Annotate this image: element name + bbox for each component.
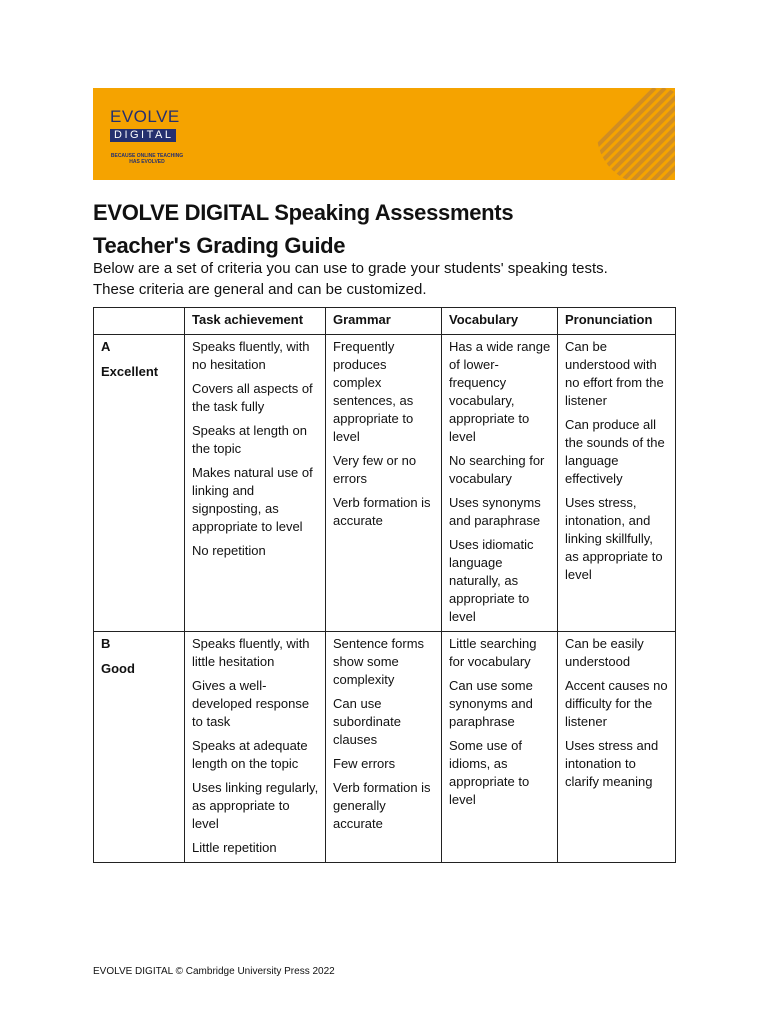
title-line-1: EVOLVE DIGITAL Speaking Assessments (93, 200, 514, 225)
criterion: Makes natural use of linking and signposting, as appropriate to level (192, 465, 313, 534)
criterion: Speaks fluently, with little hesitation (192, 636, 310, 669)
criterion: Some use of idioms, as appropriate to level (449, 738, 530, 807)
criterion: Can be understood with no effort from the listener (565, 339, 664, 408)
level-cell (94, 632, 185, 863)
table-row (94, 335, 676, 632)
criterion: Uses stress, intonation, and linking skillfully, as appropriate to level (565, 495, 663, 582)
pronunciation-cell (558, 632, 676, 863)
criterion: Frequently produces complex sentences, as appropriate to level (333, 339, 414, 444)
header-task-achievement: Task achievement (185, 308, 326, 335)
grammar-cell (326, 335, 442, 632)
footer-copyright: EVOLVE DIGITAL © Cambridge University Press 2022 (93, 966, 335, 977)
criterion: Gives a well-developed response to task (192, 678, 310, 729)
header-level (94, 308, 185, 335)
intro-line-1: Below are a set of criteria you can use to grade your students' speaking tests. (93, 260, 608, 277)
task-achievement-cell (185, 335, 326, 632)
criterion: Covers all aspects of the task fully (192, 381, 313, 414)
criterion: Verb formation is generally accurate (333, 780, 431, 831)
page-title (93, 196, 693, 262)
criterion: Can use some synonyms and paraphrase (449, 678, 533, 729)
criterion: No repetition (192, 543, 266, 558)
criterion: Can produce all the sounds of the language effectively (565, 417, 665, 486)
level-cell (94, 335, 185, 632)
criterion: Has a wide range of lower-frequency vocabulary, appropriate to level (449, 339, 551, 444)
criterion: Speaks at length on the topic (192, 423, 307, 456)
criterion: Speaks at adequate length on the topic (192, 738, 308, 771)
intro-line-2: These criteria are general and can be customized. (93, 281, 427, 298)
level-label: Excellent (101, 364, 159, 379)
diagonal-stripes-decoration (575, 88, 675, 180)
criterion: No searching for vocabulary (449, 453, 545, 486)
criterion: Uses synonyms and paraphrase (449, 495, 541, 528)
intro-text (93, 258, 693, 300)
level-letter: B (101, 636, 111, 651)
criterion: Little searching for vocabulary (449, 636, 537, 669)
table-row (94, 632, 676, 863)
criterion: Can be easily understood (565, 636, 644, 669)
header-vocabulary: Vocabulary (442, 308, 558, 335)
criterion: Uses stress and intonation to clarify meaning (565, 738, 659, 789)
logo-wordmark-digital: DIGITAL (110, 129, 176, 142)
evolve-digital-logo (110, 108, 184, 165)
vocabulary-cell (442, 335, 558, 632)
level-label: Good (101, 661, 135, 676)
pronunciation-cell (558, 335, 676, 632)
criterion: Very few or no errors (333, 453, 417, 486)
criterion: Uses idiomatic language naturally, as appropriate to level (449, 537, 534, 624)
criterion: Speaks fluently, with no hesitation (192, 339, 310, 372)
logo-wordmark-evolve: EVOLVE (110, 107, 180, 126)
table-header-row (94, 308, 676, 335)
grammar-cell (326, 632, 442, 863)
criterion: Little repetition (192, 840, 277, 855)
criterion: Uses linking regularly, as appropriate to level (192, 780, 319, 831)
criterion: Can use subordinate clauses (333, 696, 401, 747)
logo-tagline: BECAUSE ONLINE TEACHING HAS EVOLVED (110, 153, 184, 165)
header-pronunciation: Pronunciation (558, 308, 676, 335)
criterion: Accent causes no difficulty for the listener (565, 678, 668, 729)
level-letter: A (101, 339, 111, 354)
header-grammar: Grammar (326, 308, 442, 335)
header-banner (93, 88, 675, 180)
vocabulary-cell (442, 632, 558, 863)
task-achievement-cell (185, 632, 326, 863)
criterion: Few errors (333, 756, 396, 771)
title-line-2: Teacher's Grading Guide (93, 233, 346, 258)
criterion: Verb formation is accurate (333, 495, 431, 528)
grading-criteria-table (93, 307, 676, 863)
criterion: Sentence forms show some complexity (333, 636, 425, 687)
